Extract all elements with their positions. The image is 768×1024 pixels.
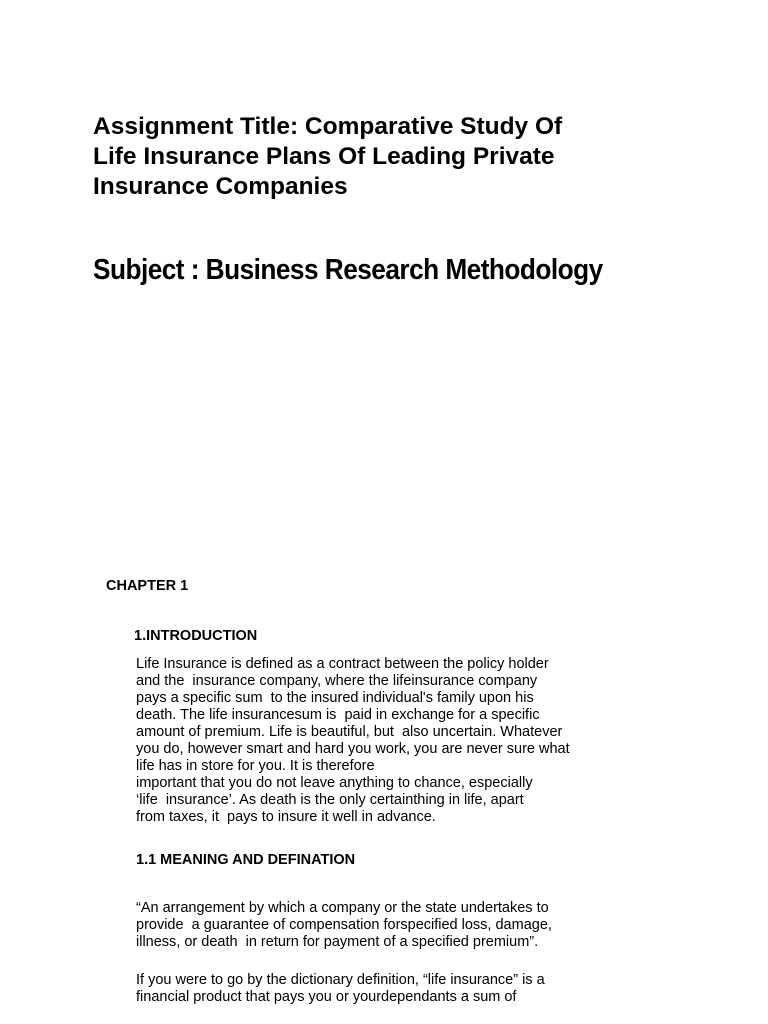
introduction-heading: 1.INTRODUCTION <box>134 628 258 644</box>
text-line: illness, or death in return for payment of a specified premium”. <box>136 934 539 950</box>
introduction-paragraph-continued <box>136 775 533 826</box>
text-line: “An arrangement by which a company or the state undertakes to <box>136 900 549 916</box>
text-line: and the insurance company, where the lifeinsurance company <box>136 673 538 689</box>
text-line: pays a specific sum to the insured individual's family upon his <box>136 690 534 706</box>
text-line: you do, however smart and hard you work, you are never sure what <box>136 741 570 757</box>
text-line: Life Insurance is defined as a contract between the policy holder <box>136 656 549 672</box>
dictionary-paragraph <box>136 972 545 1006</box>
text-line: financial product that pays you or yourdependants a sum of <box>136 989 517 1005</box>
title-line: Insurance Companies <box>93 173 348 200</box>
meaning-heading: 1.1 MEANING AND DEFINATION <box>136 852 356 868</box>
definition-quote <box>136 900 552 951</box>
text-line: important that you do not leave anything to chance, especially <box>136 775 533 791</box>
chapter-heading: CHAPTER 1 <box>106 578 189 594</box>
text-line: life has in store for you. It is therefore <box>136 758 375 774</box>
text-line: ‘life insurance’. As death is the only certainthing in life, apart <box>136 792 524 808</box>
subject-heading: Subject : Business Research Methodology <box>93 254 603 286</box>
text-line: from taxes, it pays to insure it well in advance. <box>136 809 436 825</box>
text-line: If you were to go by the dictionary definition, “life insurance” is a <box>136 972 545 988</box>
title-line: Assignment Title: Comparative Study Of <box>93 113 563 140</box>
text-line: amount of premium. Life is beautiful, but also uncertain. Whatever <box>136 724 563 740</box>
assignment-title <box>93 112 713 202</box>
introduction-paragraph <box>136 656 570 775</box>
text-line: death. The life insurancesum is paid in exchange for a specific <box>136 707 540 723</box>
text-line: provide a guarantee of compensation forspecified loss, damage, <box>136 917 552 933</box>
title-line: Life Insurance Plans Of Leading Private <box>93 143 555 170</box>
